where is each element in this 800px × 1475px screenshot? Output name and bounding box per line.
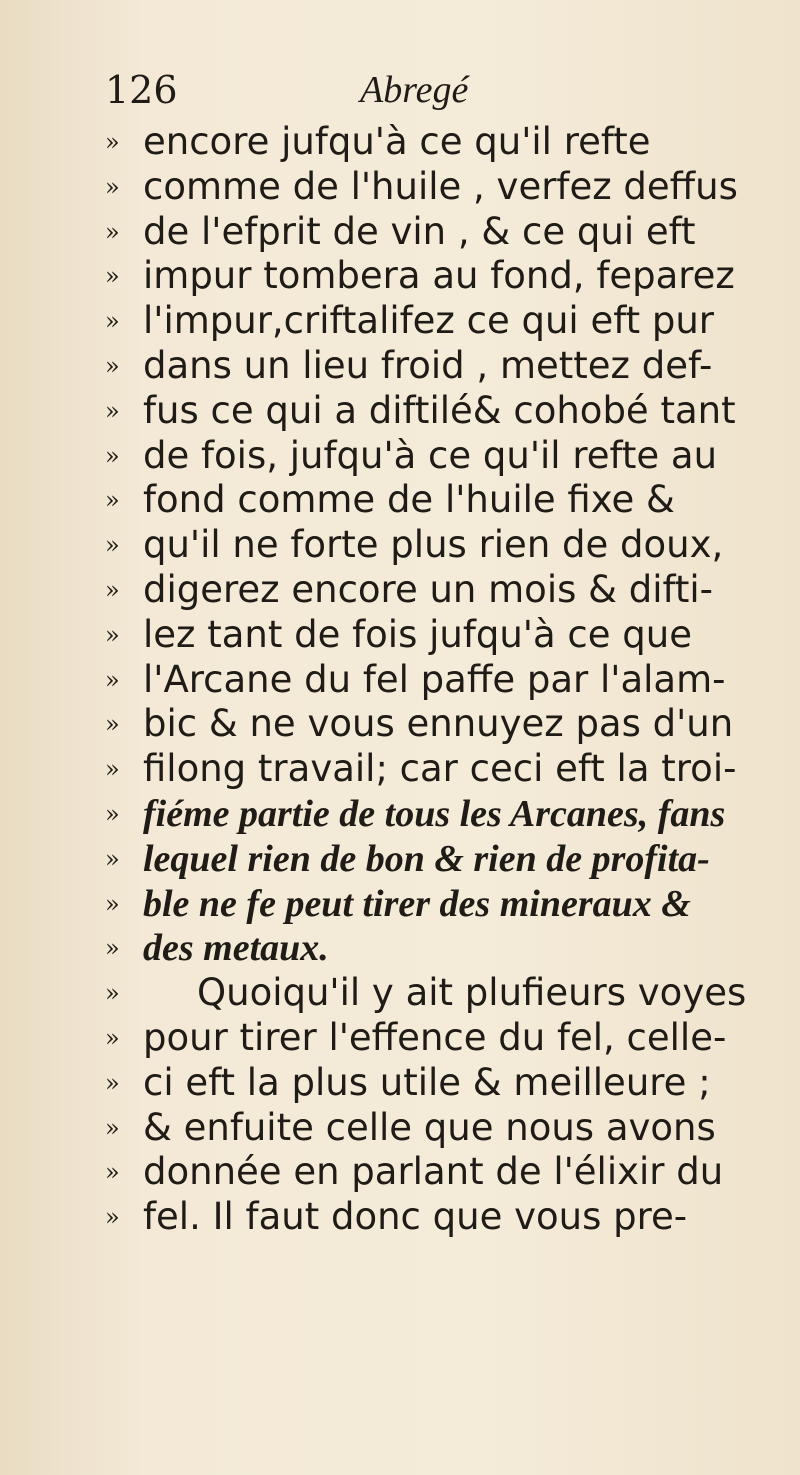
quotation-mark: »: [105, 755, 120, 784]
text-line: [105, 882, 795, 927]
text-line: [105, 478, 795, 523]
quotation-mark: »: [105, 307, 120, 336]
line-text: des metaux.: [143, 927, 329, 970]
line-text: donnée en parlant de l'élixir du: [143, 1150, 724, 1194]
line-text: lequel rien de bon & rien de profita-: [143, 837, 710, 880]
quotation-mark: »: [105, 1113, 120, 1142]
quotation-mark: »: [105, 486, 120, 515]
line-text: lez tant de fois jufqu'à ce que: [143, 612, 692, 656]
quotation-mark: »: [105, 844, 120, 873]
text-line: [105, 120, 795, 165]
text-line: [105, 210, 795, 255]
quotation-mark: »: [105, 531, 120, 560]
line-text: l'Arcane du fel paffe par l'alam-: [143, 657, 726, 701]
text-line: [105, 971, 795, 1016]
line-text: dans un lieu froid , mettez def-: [143, 343, 713, 387]
running-head: Abregé: [360, 69, 469, 111]
text-line: [105, 523, 795, 568]
text-line: [105, 702, 795, 747]
text-line: [105, 1061, 795, 1106]
page-header: [105, 68, 705, 118]
line-text: encore jufqu'à ce qu'il refte: [143, 120, 651, 163]
text-line: [105, 344, 795, 389]
line-text: filong travail; car ceci eft la troi-: [143, 747, 737, 791]
quotation-mark: »: [105, 620, 120, 649]
text-line: [105, 1016, 795, 1061]
line-text: pour tirer l'effence du fel, celle-: [143, 1015, 727, 1059]
quotation-mark: »: [105, 262, 120, 291]
line-text: de l'efprit de vin , & ce qui eft: [143, 209, 696, 253]
quotation-mark: »: [105, 172, 120, 201]
text-line: [105, 568, 795, 613]
quotation-mark: »: [105, 1158, 120, 1187]
quotation-mark: »: [105, 217, 120, 246]
quotation-mark: »: [105, 128, 120, 156]
quotation-mark: »: [105, 441, 120, 470]
quotation-mark: »: [105, 665, 120, 694]
line-text: & enfuite celle que nous avons: [143, 1105, 716, 1149]
text-line: [105, 792, 795, 837]
text-line: [105, 1150, 795, 1195]
line-text: fel. Il faut donc que vous pre-: [143, 1195, 688, 1239]
quotation-mark: »: [105, 979, 120, 1008]
quotation-mark: »: [105, 1023, 120, 1052]
text-line: [105, 1106, 795, 1151]
text-line: [105, 299, 795, 344]
text-line: [105, 165, 795, 210]
quotation-mark: »: [105, 396, 120, 425]
line-text: comme de l'huile , verfez deffus: [143, 164, 738, 208]
body-text: [105, 120, 795, 1240]
text-line: [105, 434, 795, 479]
quotation-mark: »: [105, 934, 120, 963]
line-text: ble ne fe peut tirer des mineraux &: [143, 882, 691, 925]
text-line: [105, 658, 795, 703]
line-text: digerez encore un mois & difti-: [143, 567, 714, 611]
quotation-mark: »: [105, 351, 120, 380]
text-line: [105, 926, 795, 971]
text-line: [105, 747, 795, 792]
text-line: [105, 389, 795, 434]
line-text: impur tombera au fond, feparez: [143, 254, 735, 298]
text-line: [105, 1195, 795, 1240]
line-text: fus ce qui a diftilé& cohobé tant: [143, 388, 736, 432]
line-text: ci eft la plus utile & meilleure ;: [143, 1060, 711, 1104]
line-text: Quoiqu'il y ait plufieurs voyes: [197, 971, 747, 1015]
line-text: qu'il ne forte plus rien de doux,: [143, 523, 724, 567]
text-line: [105, 837, 795, 882]
quotation-mark: »: [105, 1203, 120, 1232]
line-text: fond comme de l'huile fixe &: [143, 478, 675, 522]
page-number: 126: [105, 68, 178, 112]
line-text: de fois, jufqu'à ce qu'il refte au: [143, 433, 718, 477]
line-text: fiéme partie de tous les Arcanes, fans: [143, 792, 726, 835]
line-text: bic & ne vous ennuyez pas d'un: [143, 702, 734, 746]
quotation-mark: »: [105, 799, 120, 828]
quotation-mark: »: [105, 889, 120, 918]
quotation-mark: »: [105, 1068, 120, 1097]
text-line: [105, 254, 795, 299]
quotation-mark: »: [105, 710, 120, 739]
line-text: l'impur,criftalifez ce qui eft pur: [143, 299, 715, 343]
text-line: [105, 613, 795, 658]
quotation-mark: »: [105, 575, 120, 604]
